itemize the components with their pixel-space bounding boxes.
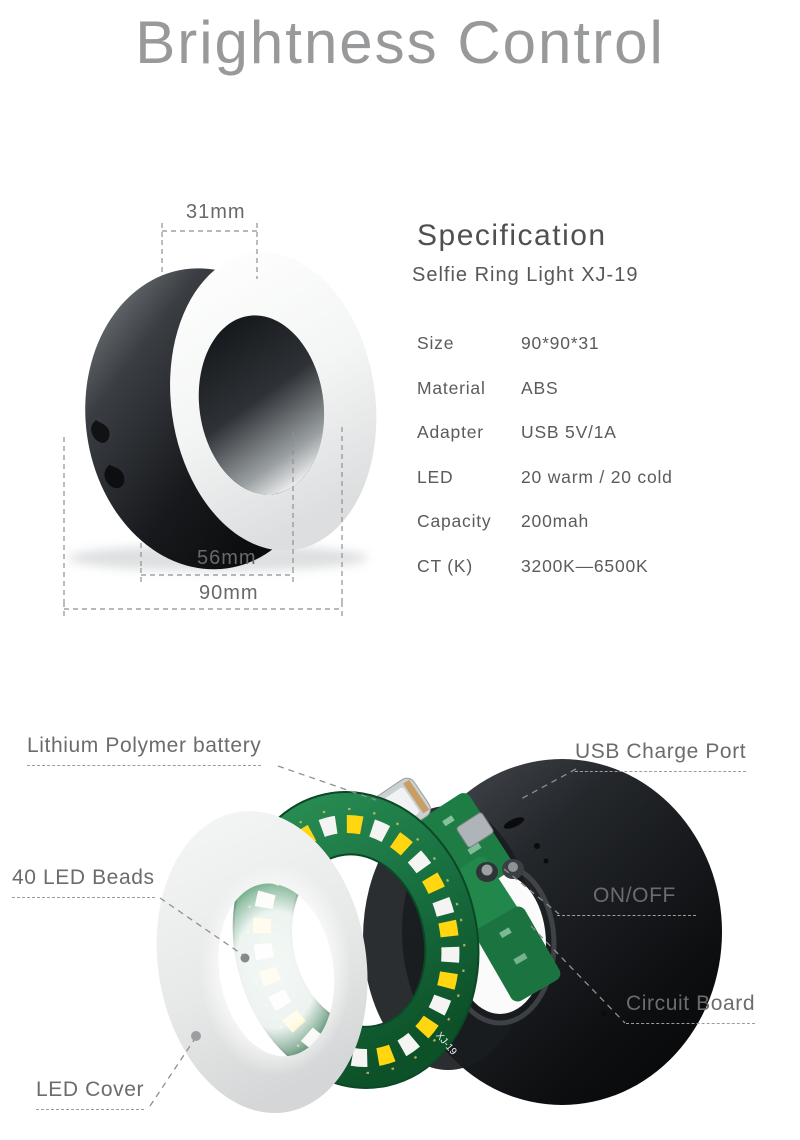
dimension-outer-diameter: 90mm (199, 582, 259, 604)
spec-row-capacity (417, 512, 771, 530)
spec-row-ct (417, 557, 771, 575)
callout-led-cover: LED Cover (36, 1078, 144, 1110)
spec-value: ABS (521, 377, 559, 398)
callout-usb-charge-port: USB Charge Port (575, 740, 746, 772)
callout-circuit-board: Circuit Board (626, 992, 755, 1024)
spec-label: Material (417, 377, 486, 398)
spec-row-adapter (417, 423, 771, 441)
dimension-inner-diameter: 56mm (197, 547, 257, 569)
spec-value: 20 warm / 20 cold (521, 466, 673, 487)
callout-on-off: ON/OFF (557, 884, 696, 916)
spec-label: Capacity (417, 511, 492, 531)
page-title: Brightness Control (135, 9, 665, 76)
spec-heading: Specification (417, 219, 607, 252)
spec-row-led (417, 468, 771, 486)
spec-row-material (417, 379, 771, 397)
spec-label: CT (K) (417, 555, 474, 576)
pcb-marking: XJ-19 (433, 1030, 459, 1058)
spec-table (411, 334, 771, 575)
callout-led-beads: 40 LED Beads (12, 866, 155, 898)
callout-battery: Lithium Polymer battery (27, 734, 261, 766)
spec-label: LED (417, 466, 454, 487)
spec-label: Adapter (417, 422, 484, 442)
dimension-top-width: 31mm (186, 201, 246, 223)
spec-subtitle: Selfie Ring Light XJ-19 (412, 264, 639, 286)
exploded-view-figure (0, 718, 800, 1140)
spec-value: 3200K—6500K (521, 555, 649, 576)
cover-screw-hole (191, 1031, 201, 1041)
spec-label: Size (417, 333, 455, 353)
spec-value: 90*90*31 (521, 333, 600, 353)
specification-panel (411, 218, 771, 601)
spec-value: 200mah (521, 511, 590, 531)
ring-light-body (65, 239, 396, 586)
spec-row-size (417, 334, 771, 352)
spec-value: USB 5V/1A (521, 422, 617, 442)
